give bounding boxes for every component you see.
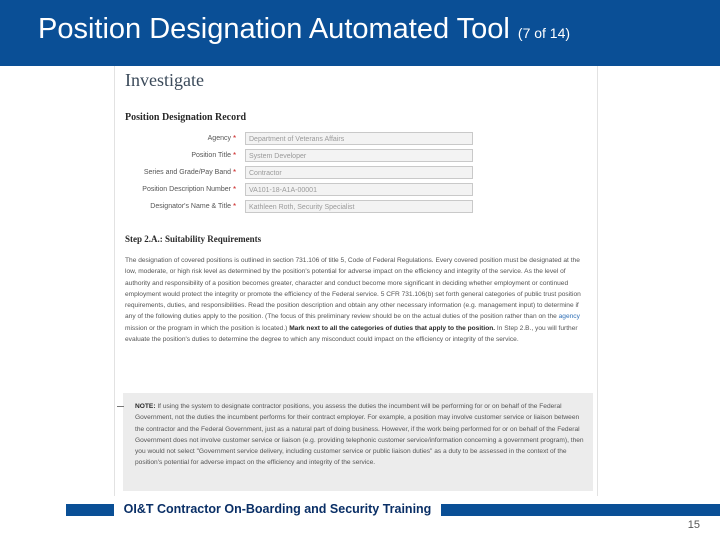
required-mark: * (233, 202, 237, 211)
record-heading: Position Designation Record (125, 112, 247, 123)
slide-title-main: Position Designation Automated Tool (38, 13, 510, 45)
series-grade-field[interactable]: Contractor (245, 166, 473, 179)
footer-bar-right (441, 504, 720, 516)
slide-title-sub: (7 of 14) (517, 25, 571, 41)
note-text (135, 401, 585, 469)
agency-link[interactable]: agency (558, 313, 580, 321)
paragraph-instruction: Mark next to all the categories of duties that apply to the position. (289, 324, 496, 332)
required-mark: * (233, 151, 237, 160)
form-row-agency (115, 132, 597, 148)
dash-marker (117, 406, 124, 407)
app-screenshot-panel (114, 66, 598, 496)
agency-field[interactable]: Department of Veterans Affairs (245, 132, 473, 145)
footer-bar-left (66, 504, 114, 516)
form-row-position-description-number (115, 183, 597, 199)
note-box (123, 393, 593, 491)
required-mark: * (233, 185, 237, 194)
slide-title-bar (0, 0, 720, 66)
paragraph-text-1: The designation of covered positions is outlined in section 731.106 of title 5, Code of Federal Regulations. Every covered position must be designated at the low, moderate, or high risk level as determined by the position's potential for adverse impact on the efficiency and integrity of the service. As the level of authority and responsibility of a position becomes greater, character and conduct become more significant in deciding whether employment or continued employment would protect the integrity or promote the efficiency of the Federal service. 5 CFR 731.106(b) set forth general categories of public trust position requirements, duties, and responsibilities. Read the position description and obtain any other necessary information (e.g. management input) to determine if any of the following duties apply to the position. (The focus of this preliminary review should be on the actual duties of the position rather than on the (125, 257, 581, 321)
position-title-field[interactable]: System Developer (245, 149, 473, 162)
slide-title (38, 13, 570, 46)
required-mark: * (233, 134, 237, 143)
paragraph-text-3: In Step 2.B., you will further evaluate the position's duties to determine the degree to which any misconduct could impact on the efficiency or integrity of the service. (125, 324, 578, 344)
designator-label: Designator's Name & Title (150, 203, 231, 210)
designator-field[interactable]: Kathleen Roth, Security Specialist (245, 200, 473, 213)
suitability-paragraph (125, 255, 587, 345)
page-number: 15 (687, 519, 700, 531)
position-description-number-label: Position Description Number (142, 186, 231, 193)
page-heading: Investigate (125, 70, 204, 90)
note-label: NOTE: (135, 403, 156, 410)
series-grade-label: Series and Grade/Pay Band (143, 169, 231, 176)
required-mark: * (233, 168, 237, 177)
note-body: If using the system to designate contractor positions, you assess the duties the incumbent will be performing for or on behalf of the Federal Government, not the duties the incumbent performs for their contract employer. For example, a position may involve customer service or liaison between the contractor and the Federal Government, just as a natural part of doing business. However, if the work being performed for or on behalf of the Federal Government does not involve customer service or liaison (e.g. providing telephonic customer service/information concerning a government program), then you would not select "Government service delivery, including customer service or public liaison duties" as a duty to be assessed in the context of the position's potential for adverse impact on the efficiency and integrity of the service. (135, 403, 584, 467)
agency-label: Agency (207, 135, 231, 142)
step-heading: Step 2.A.: Suitability Requirements (125, 234, 262, 244)
footer-label: OI&T Contractor On-Boarding and Security Training (114, 501, 441, 518)
form-row-position-title (115, 149, 597, 165)
position-description-number-field[interactable]: VA101-18-A1A-00001 (245, 183, 473, 196)
form-row-designator (115, 200, 597, 216)
position-title-label: Position Title (191, 152, 231, 159)
form-row-series-grade (115, 166, 597, 182)
paragraph-text-2: mission or the program in which the position is located.) (125, 324, 290, 332)
